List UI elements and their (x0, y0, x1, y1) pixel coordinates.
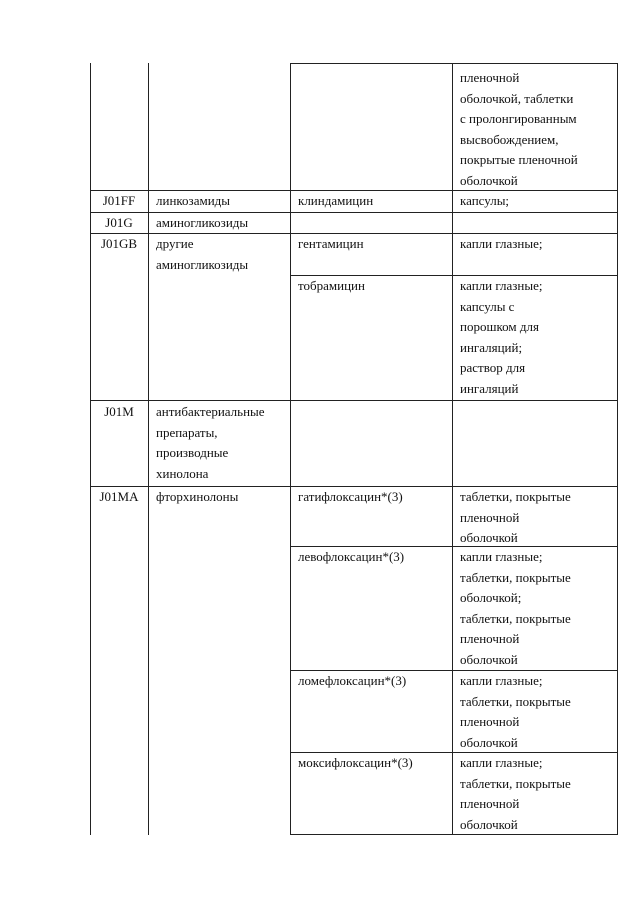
atc-code: J01MA (99, 489, 139, 504)
form-line: таблетки, покрытые (460, 775, 571, 791)
form-line: пленочной (460, 509, 520, 525)
form-cell: капли глазные; (460, 236, 543, 251)
form-line: капсулы с (460, 298, 515, 314)
form-cell (460, 753, 615, 835)
atc-code: J01GB (100, 236, 138, 251)
form-line: ингаляций (460, 380, 519, 396)
form-line: оболочкой (460, 530, 518, 545)
form-cell (460, 671, 615, 753)
form-line: оболочкой (460, 172, 518, 188)
drug-name: моксифлоксацин*(3) (298, 755, 413, 770)
form-line: оболочкой (460, 816, 518, 832)
form-cell (460, 547, 615, 670)
form-line: таблетки, покрытые (460, 569, 571, 585)
form-line: таблетки, покрытые (460, 610, 571, 626)
group-line: препараты, (156, 424, 218, 440)
form-cell (460, 276, 615, 399)
drug-name: ломефлоксацин*(3) (298, 673, 407, 688)
form-line: пленочной (460, 631, 520, 646)
column-divider-3 (452, 63, 453, 835)
group-name: линкозамиды (156, 193, 230, 208)
form-line: пленочной (460, 70, 520, 85)
drug-name: клиндамицин (298, 193, 374, 208)
form-line: пленочной (460, 714, 520, 729)
form-line: капли глазные; (460, 549, 543, 564)
column-divider-1 (148, 63, 149, 835)
column-divider-2 (290, 63, 291, 835)
form-line: таблетки, покрытые (460, 693, 571, 709)
form-line: порошком для (460, 319, 539, 334)
drug-name: тобрамицин (298, 278, 365, 293)
group-line: аминогликозиды (156, 256, 249, 272)
form-line: капли глазные; (460, 755, 543, 770)
form-line: оболочкой, таблетки (460, 90, 574, 106)
drug-name: левофлоксацин*(3) (298, 549, 405, 564)
table-border-right-top (617, 63, 618, 191)
group-line: антибактериальные (156, 404, 265, 419)
group-name (156, 234, 288, 275)
form-line: оболочкой (460, 734, 518, 750)
form-line: высвобождением, (460, 131, 559, 147)
atc-code: J01FF (102, 193, 136, 208)
group-line: другие (156, 236, 194, 251)
group-name: аминогликозиды (156, 215, 249, 230)
form-line: капли глазные; (460, 673, 543, 688)
form-line: пленочной (460, 796, 520, 811)
table-border-left (90, 63, 91, 835)
form-line: покрытые пленочной (460, 152, 578, 167)
form-line: оболочкой; (460, 590, 522, 605)
drug-name: гентамицин (298, 236, 364, 251)
atc-code: J01G (105, 215, 133, 230)
form-line: капли глазные; (460, 278, 543, 293)
row-line-top (290, 63, 617, 64)
group-name (156, 402, 288, 484)
form-line: оболочкой (460, 651, 518, 667)
form-cell (460, 68, 615, 191)
form-line: с пролонгированным (460, 111, 577, 126)
form-line: таблетки, покрытые (460, 489, 571, 504)
atc-code: J01M (104, 404, 134, 419)
table-border-right (617, 191, 618, 835)
group-line: хинолона (156, 465, 209, 481)
form-cell (460, 487, 615, 549)
drug-name: гатифлоксацин*(3) (298, 489, 403, 504)
row-line-5 (90, 400, 617, 401)
form-line: раствор для (460, 360, 526, 375)
group-line: производные (156, 445, 229, 460)
form-cell: капсулы; (460, 193, 510, 208)
group-name: фторхинолоны (156, 489, 239, 504)
form-line: ингаляций; (460, 339, 523, 355)
